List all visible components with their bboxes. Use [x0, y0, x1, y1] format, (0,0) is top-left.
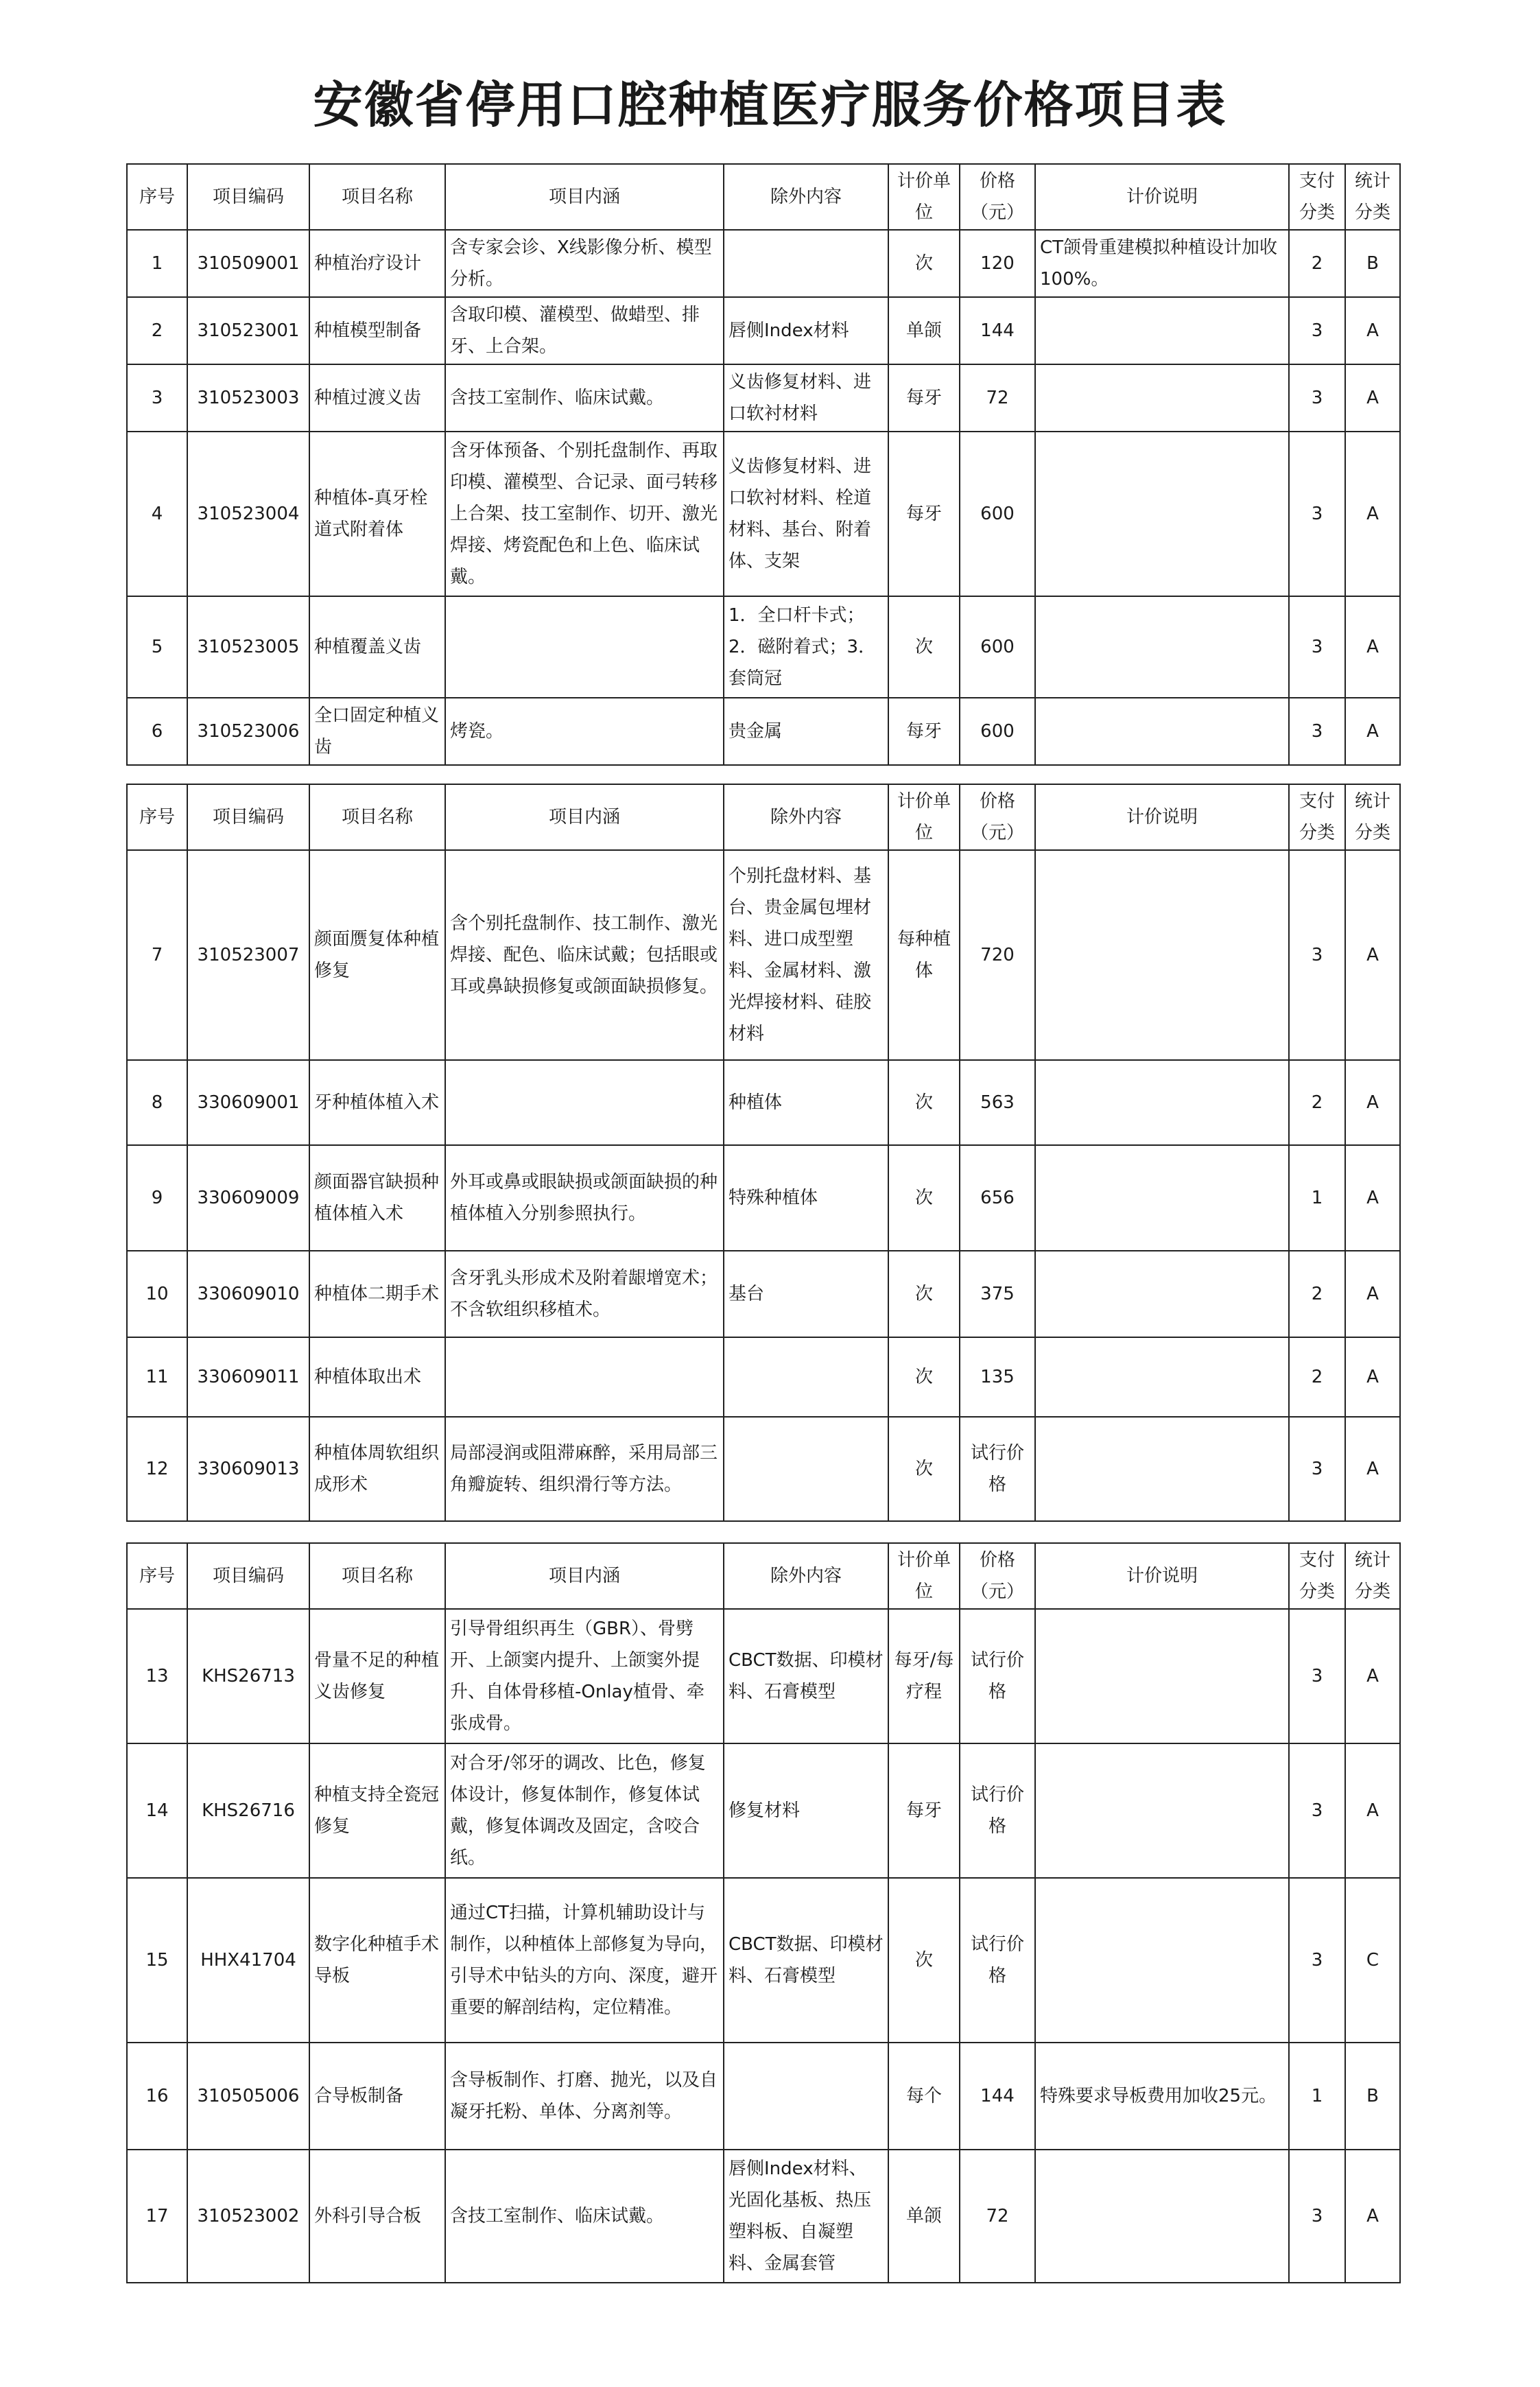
cell-pay: 1 [1289, 2043, 1345, 2150]
cell-content: 含技工室制作、临床试戴。 [445, 2150, 724, 2283]
cell-excluded: 1．全口杆卡式；2．磁附着式；3．套筒冠 [724, 596, 888, 698]
table-row [127, 596, 1400, 698]
table-row [127, 2150, 1400, 2283]
header-seq: 序号 [127, 784, 187, 850]
cell-excluded: 种植体 [724, 1060, 888, 1145]
cell-pay: 3 [1289, 850, 1345, 1060]
cell-note [1035, 1145, 1289, 1251]
table-row [127, 297, 1400, 364]
cell-unit: 每牙/每疗程 [888, 1609, 960, 1743]
cell-name: 种植支持全瓷冠修复 [309, 1743, 445, 1878]
table-row [127, 364, 1400, 432]
cell-unit: 次 [888, 1145, 960, 1251]
table-row [127, 1145, 1400, 1251]
header-content: 项目内涵 [445, 784, 724, 850]
cell-seq: 11 [127, 1337, 187, 1417]
cell-stat: A [1345, 698, 1400, 765]
cell-unit: 次 [888, 1251, 960, 1337]
cell-note [1035, 596, 1289, 698]
cell-unit: 每牙 [888, 432, 960, 596]
cell-name: 种植治疗设计 [309, 230, 445, 297]
cell-note: 特殊要求导板费用加收25元。 [1035, 2043, 1289, 2150]
cell-excluded: 修复材料 [724, 1743, 888, 1878]
cell-excluded: CBCT数据、印模材料、石膏模型 [724, 1878, 888, 2043]
cell-note [1035, 698, 1289, 765]
cell-price: 563 [960, 1060, 1035, 1145]
cell-code: HHX41704 [187, 1878, 309, 2043]
header-unit: 计价单位 [888, 1543, 960, 1609]
cell-code: 310509001 [187, 230, 309, 297]
cell-content: 含个别托盘制作、技工制作、激光焊接、配色、临床试戴；包括眼或耳或鼻缺损修复或颌面缺损修复。 [445, 850, 724, 1060]
header-name: 项目名称 [309, 784, 445, 850]
price-table-3 [126, 1542, 1401, 2283]
cell-code: 330609011 [187, 1337, 309, 1417]
cell-content [445, 1060, 724, 1145]
cell-content: 引导骨组织再生（GBR）、骨劈开、上颌窦内提升、上颌窦外提升、自体骨移植-Onlay植骨、牵张成骨。 [445, 1609, 724, 1743]
cell-stat: A [1345, 1251, 1400, 1337]
cell-excluded: 个别托盘材料、基台、贵金属包埋材料、进口成型塑料、金属材料、激光焊接材料、硅胶材料 [724, 850, 888, 1060]
cell-stat: A [1345, 297, 1400, 364]
cell-content: 外耳或鼻或眼缺损或颌面缺损的种植体植入分别参照执行。 [445, 1145, 724, 1251]
cell-seq: 13 [127, 1609, 187, 1743]
cell-content: 含牙体预备、个别托盘制作、再取印模、灌模型、合记录、面弓转移上合架、技工室制作、切开、激光焊接、烤瓷配色和上色、临床试戴。 [445, 432, 724, 596]
cell-name: 种植覆盖义齿 [309, 596, 445, 698]
header-stat: 统计分类 [1345, 164, 1400, 230]
cell-note [1035, 2150, 1289, 2283]
table-row [127, 1878, 1400, 2043]
header-name: 项目名称 [309, 1543, 445, 1609]
cell-seq: 2 [127, 297, 187, 364]
cell-name: 种植过渡义齿 [309, 364, 445, 432]
cell-stat: A [1345, 596, 1400, 698]
header-seq: 序号 [127, 164, 187, 230]
table-row [127, 1609, 1400, 1743]
cell-name: 种植模型制备 [309, 297, 445, 364]
cell-stat: A [1345, 1337, 1400, 1417]
cell-price: 600 [960, 698, 1035, 765]
header-unit: 计价单位 [888, 164, 960, 230]
cell-seq: 14 [127, 1743, 187, 1878]
cell-stat: A [1345, 1417, 1400, 1521]
table-row [127, 1251, 1400, 1337]
cell-excluded: 义齿修复材料、进口软衬材料 [724, 364, 888, 432]
cell-price: 试行价格 [960, 1417, 1035, 1521]
cell-excluded [724, 230, 888, 297]
cell-note [1035, 1251, 1289, 1337]
cell-seq: 10 [127, 1251, 187, 1337]
header-price: 价格（元） [960, 784, 1035, 850]
cell-note [1035, 1878, 1289, 2043]
cell-seq: 3 [127, 364, 187, 432]
cell-content: 含技工室制作、临床试戴。 [445, 364, 724, 432]
cell-name: 颜面器官缺损种植体植入术 [309, 1145, 445, 1251]
header-content: 项目内涵 [445, 164, 724, 230]
cell-content [445, 1337, 724, 1417]
cell-excluded: 义齿修复材料、进口软衬材料、栓道材料、基台、附着体、支架 [724, 432, 888, 596]
cell-price: 375 [960, 1251, 1035, 1337]
header-row [127, 784, 1400, 850]
cell-note: CT颌骨重建模拟种植设计加收100%。 [1035, 230, 1289, 297]
cell-content [445, 596, 724, 698]
header-name: 项目名称 [309, 164, 445, 230]
header-code: 项目编码 [187, 784, 309, 850]
table-row [127, 1743, 1400, 1878]
cell-seq: 8 [127, 1060, 187, 1145]
cell-content: 对合牙/邻牙的调改、比色，修复体设计，修复体制作，修复体试戴，修复体调改及固定，含咬合纸。 [445, 1743, 724, 1878]
cell-unit: 每种植体 [888, 850, 960, 1060]
cell-excluded [724, 1337, 888, 1417]
cell-pay: 3 [1289, 364, 1345, 432]
header-unit: 计价单位 [888, 784, 960, 850]
cell-code: KHS26716 [187, 1743, 309, 1878]
header-note: 计价说明 [1035, 1543, 1289, 1609]
header-excluded: 除外内容 [724, 1543, 888, 1609]
cell-seq: 12 [127, 1417, 187, 1521]
header-content: 项目内涵 [445, 1543, 724, 1609]
cell-unit: 次 [888, 1060, 960, 1145]
cell-pay: 3 [1289, 1417, 1345, 1521]
table-row [127, 432, 1400, 596]
cell-name: 种植体周软组织成形术 [309, 1417, 445, 1521]
cell-pay: 3 [1289, 297, 1345, 364]
cell-pay: 2 [1289, 1251, 1345, 1337]
table-row [127, 1337, 1400, 1417]
table-row [127, 698, 1400, 765]
cell-note [1035, 850, 1289, 1060]
cell-code: 330609009 [187, 1145, 309, 1251]
cell-unit: 次 [888, 1417, 960, 1521]
cell-unit: 次 [888, 1878, 960, 2043]
cell-code: KHS26713 [187, 1609, 309, 1743]
cell-seq: 7 [127, 850, 187, 1060]
cell-pay: 2 [1289, 230, 1345, 297]
header-note: 计价说明 [1035, 164, 1289, 230]
cell-content: 含牙乳头形成术及附着龈增宽术；不含软组织移植术。 [445, 1251, 724, 1337]
table-row [127, 230, 1400, 297]
cell-price: 试行价格 [960, 1878, 1035, 2043]
cell-code: 310505006 [187, 2043, 309, 2150]
cell-stat: A [1345, 1609, 1400, 1743]
header-stat: 统计分类 [1345, 1543, 1400, 1609]
cell-name: 颜面赝复体种植修复 [309, 850, 445, 1060]
header-code: 项目编码 [187, 1543, 309, 1609]
cell-unit: 每牙 [888, 698, 960, 765]
header-row [127, 1543, 1400, 1609]
cell-excluded: 唇侧Index材料、光固化基板、热压塑料板、自凝塑料、金属套管 [724, 2150, 888, 2283]
cell-excluded [724, 1417, 888, 1521]
cell-price: 144 [960, 2043, 1035, 2150]
cell-seq: 16 [127, 2043, 187, 2150]
page-title: 安徽省停用口腔种植医疗服务价格项目表 [313, 76, 1227, 134]
cell-pay: 3 [1289, 1878, 1345, 2043]
cell-stat: A [1345, 1743, 1400, 1878]
header-pay: 支付分类 [1289, 1543, 1345, 1609]
header-seq: 序号 [127, 1543, 187, 1609]
cell-code: 310523006 [187, 698, 309, 765]
cell-code: 310523005 [187, 596, 309, 698]
cell-name: 骨量不足的种植义齿修复 [309, 1609, 445, 1743]
cell-pay: 1 [1289, 1145, 1345, 1251]
cell-excluded: 特殊种植体 [724, 1145, 888, 1251]
cell-stat: C [1345, 1878, 1400, 2043]
price-table-2 [126, 784, 1401, 1522]
cell-stat: A [1345, 1060, 1400, 1145]
cell-unit: 每牙 [888, 364, 960, 432]
cell-note [1035, 432, 1289, 596]
cell-stat: A [1345, 1145, 1400, 1251]
header-row [127, 164, 1400, 230]
header-excluded: 除外内容 [724, 784, 888, 850]
cell-name: 外科引导合板 [309, 2150, 445, 2283]
header-note: 计价说明 [1035, 784, 1289, 850]
table-row [127, 850, 1400, 1060]
table-row [127, 1060, 1400, 1145]
cell-seq: 9 [127, 1145, 187, 1251]
cell-pay: 2 [1289, 1060, 1345, 1145]
cell-code: 330609013 [187, 1417, 309, 1521]
cell-price: 120 [960, 230, 1035, 297]
cell-excluded: 唇侧Index材料 [724, 297, 888, 364]
cell-seq: 17 [127, 2150, 187, 2283]
cell-unit: 每个 [888, 2043, 960, 2150]
cell-content: 含导板制作、打磨、抛光，以及自凝牙托粉、单体、分离剂等。 [445, 2043, 724, 2150]
cell-seq: 5 [127, 596, 187, 698]
cell-name: 种植体-真牙栓道式附着体 [309, 432, 445, 596]
cell-note [1035, 1060, 1289, 1145]
cell-seq: 1 [127, 230, 187, 297]
cell-excluded: CBCT数据、印模材料、石膏模型 [724, 1609, 888, 1743]
cell-price: 600 [960, 432, 1035, 596]
header-pay: 支付分类 [1289, 784, 1345, 850]
header-code: 项目编码 [187, 164, 309, 230]
cell-name: 种植体取出术 [309, 1337, 445, 1417]
cell-code: 330609010 [187, 1251, 309, 1337]
cell-excluded: 贵金属 [724, 698, 888, 765]
cell-excluded [724, 2043, 888, 2150]
cell-note [1035, 1609, 1289, 1743]
table-row [127, 2043, 1400, 2150]
cell-name: 牙种植体植入术 [309, 1060, 445, 1145]
cell-stat: B [1345, 230, 1400, 297]
cell-code: 310523007 [187, 850, 309, 1060]
cell-content: 烤瓷。 [445, 698, 724, 765]
header-pay: 支付分类 [1289, 164, 1345, 230]
cell-note [1035, 1743, 1289, 1878]
cell-unit: 次 [888, 1337, 960, 1417]
cell-note [1035, 364, 1289, 432]
cell-unit: 单颌 [888, 297, 960, 364]
cell-code: 310523003 [187, 364, 309, 432]
price-table-1 [126, 163, 1401, 766]
cell-unit: 次 [888, 230, 960, 297]
cell-note [1035, 1337, 1289, 1417]
cell-content: 通过CT扫描，计算机辅助设计与制作，以种植体上部修复为导向，引导术中钻头的方向、深度，避开重要的解剖结构，定位精准。 [445, 1878, 724, 2043]
header-price: 价格（元） [960, 1543, 1035, 1609]
cell-code: 310523002 [187, 2150, 309, 2283]
header-price: 价格（元） [960, 164, 1035, 230]
cell-price: 72 [960, 364, 1035, 432]
cell-code: 310523001 [187, 297, 309, 364]
cell-pay: 2 [1289, 1337, 1345, 1417]
cell-pay: 3 [1289, 698, 1345, 765]
cell-stat: A [1345, 2150, 1400, 2283]
cell-seq: 15 [127, 1878, 187, 2043]
cell-content: 含取印模、灌模型、做蜡型、排牙、上合架。 [445, 297, 724, 364]
cell-price: 656 [960, 1145, 1035, 1251]
cell-stat: B [1345, 2043, 1400, 2150]
cell-unit: 单颌 [888, 2150, 960, 2283]
cell-price: 135 [960, 1337, 1035, 1417]
cell-price: 144 [960, 297, 1035, 364]
cell-excluded: 基台 [724, 1251, 888, 1337]
cell-note [1035, 297, 1289, 364]
cell-price: 试行价格 [960, 1743, 1035, 1878]
cell-code: 330609001 [187, 1060, 309, 1145]
cell-price: 600 [960, 596, 1035, 698]
cell-price: 72 [960, 2150, 1035, 2283]
cell-pay: 3 [1289, 1609, 1345, 1743]
cell-content: 局部浸润或阻滞麻醉，采用局部三角瓣旋转、组织滑行等方法。 [445, 1417, 724, 1521]
header-excluded: 除外内容 [724, 164, 888, 230]
cell-pay: 3 [1289, 2150, 1345, 2283]
cell-pay: 3 [1289, 1743, 1345, 1878]
cell-unit: 每牙 [888, 1743, 960, 1878]
header-stat: 统计分类 [1345, 784, 1400, 850]
table-row [127, 1417, 1400, 1521]
cell-stat: A [1345, 364, 1400, 432]
cell-unit: 次 [888, 596, 960, 698]
cell-name: 全口固定种植义齿 [309, 698, 445, 765]
cell-name: 合导板制备 [309, 2043, 445, 2150]
cell-content: 含专家会诊、X线影像分析、模型分析。 [445, 230, 724, 297]
cell-code: 310523004 [187, 432, 309, 596]
cell-price: 720 [960, 850, 1035, 1060]
cell-price: 试行价格 [960, 1609, 1035, 1743]
cell-name: 种植体二期手术 [309, 1251, 445, 1337]
cell-seq: 4 [127, 432, 187, 596]
cell-seq: 6 [127, 698, 187, 765]
cell-note [1035, 1417, 1289, 1521]
cell-pay: 3 [1289, 432, 1345, 596]
cell-name: 数字化种植手术导板 [309, 1878, 445, 2043]
cell-stat: A [1345, 432, 1400, 596]
cell-stat: A [1345, 850, 1400, 1060]
cell-pay: 3 [1289, 596, 1345, 698]
